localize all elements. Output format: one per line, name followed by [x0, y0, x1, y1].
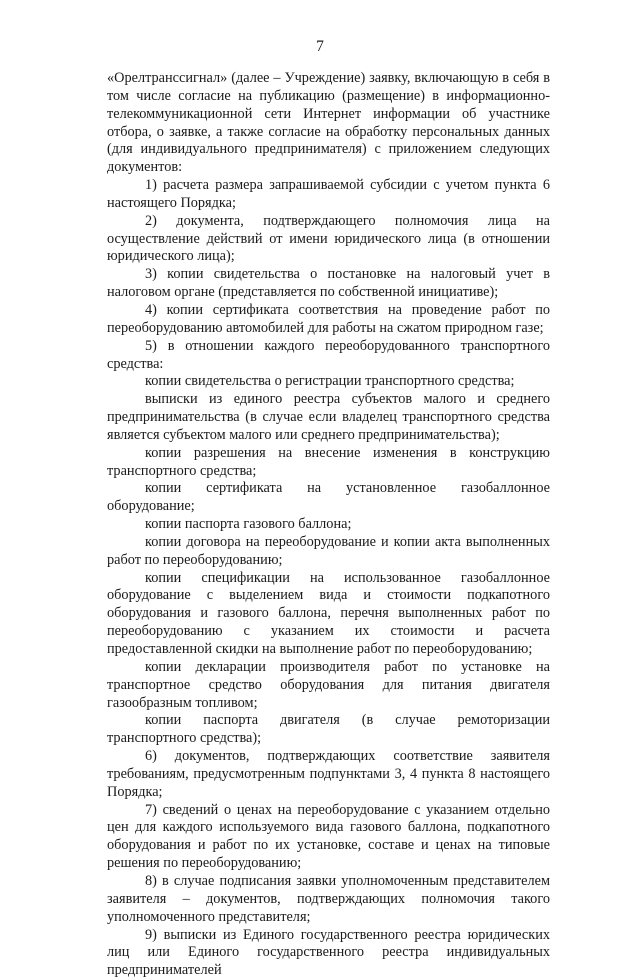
paragraph-item-5-registry-extract: выписки из единого реестра субъектов малого и среднего предпринимательства (в случае если владелец транспортного средства является субъектом малого или среднего предпринимательства);	[107, 391, 550, 445]
paragraph-item-4: 4) копии сертификата соответствия на проведение работ по переоборудованию автомобилей для работы на сжатом природном газе;	[107, 302, 550, 338]
paragraph-item-7: 7) сведений о ценах на переоборудование с указанием отдельно цен для каждого используемого вида газового баллона, подкапотного оборудования и работ по их установке, составе и ценах на типовые решения по переоборудованию;	[107, 802, 550, 873]
paragraph-item-3: 3) копии свидетельства о постановке на налоговый учет в налоговом органе (представляется по собственной инициативе);	[107, 266, 550, 302]
paragraph-intro: «Орелтранссигнал» (далее – Учреждение) заявку, включающую в себя в том числе согласие на публикацию (размещение) в информационно-телекоммуникационной сети Интернет информации об участнике отбора, о заявке, а также согласие на обработку персональных данных (для индивидуального предпринимателя) с приложением следующих документов:	[107, 70, 550, 177]
paragraph-item-9: 9) выписки из Единого государственного реестра юридических лиц или Единого государственного реестра индивидуальных предпринимателей	[107, 927, 550, 980]
paragraph-item-5-engine-passport: копии паспорта двигателя (в случае ремоторизации транспортного средства);	[107, 712, 550, 748]
paragraph-item-6: 6) документов, подтверждающих соответствие заявителя требованиям, предусмотренным подпунктами 3, 4 пункта 8 настоящего Порядка;	[107, 748, 550, 802]
paragraph-item-2: 2) документа, подтверждающего полномочия лица на осуществление действий от имени юридического лица (в отношении юридического лица);	[107, 213, 550, 267]
paragraph-item-5-declaration: копии декларации производителя работ по установке на транспортное средство оборудования для питания двигателя газообразным топливом;	[107, 659, 550, 713]
paragraph-item-5-equipment-certificate: копии сертификата на установленное газобаллонное оборудование;	[107, 480, 550, 516]
paragraph-item-5-cylinder-passport: копии паспорта газового баллона;	[107, 516, 550, 534]
paragraph-item-5-permit: копии разрешения на внесение изменения в конструкцию транспортного средства;	[107, 445, 550, 481]
page-number: 7	[0, 38, 640, 56]
paragraph-item-5-specification: копии спецификации на использованное газобаллонное оборудование с выделением вида и стоимости подкапотного оборудования и газового баллона, перечня выполненных работ по переоборудованию с указанием их стоимости и расчета предоставленной скидки на выполнение работ по переоборудованию;	[107, 570, 550, 659]
paragraph-item-5-contract: копии договора на переоборудование и копии акта выполненных работ по переоборудованию;	[107, 534, 550, 570]
paragraph-item-5-registration: копии свидетельства о регистрации транспортного средства;	[107, 373, 550, 391]
paragraph-item-8: 8) в случае подписания заявки уполномоченным представителем заявителя – документов, подтверждающих полномочия такого уполномоченного представителя;	[107, 873, 550, 927]
paragraph-item-5: 5) в отношении каждого переоборудованного транспортного средства:	[107, 338, 550, 374]
paragraph-item-1: 1) расчета размера запрашиваемой субсидии с учетом пункта 6 настоящего Порядка;	[107, 177, 550, 213]
document-body	[107, 70, 550, 980]
